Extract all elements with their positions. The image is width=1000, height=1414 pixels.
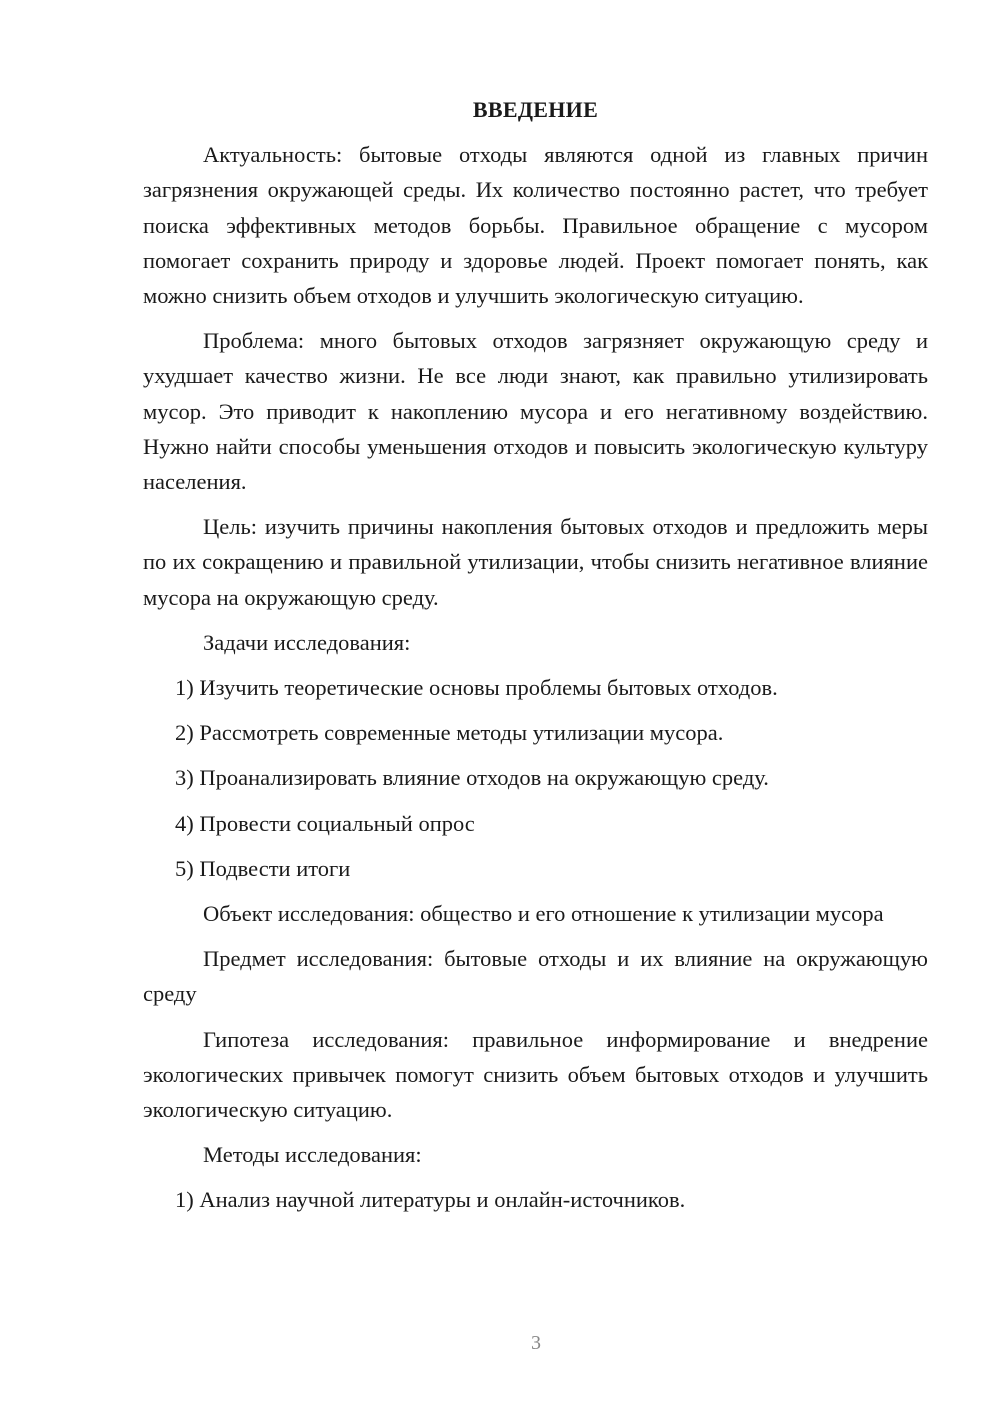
problem-paragraph: Проблема: много бытовых отходов загрязняет окружающую среду и ухудшает качество жизни. Не все люди знают, как правильно утилизировать мусор. Это приводит к накоплению мусора и его негативному воздействию. Нужно найти способы уменьшения отходов и повысить экологическую культуру населения. bbox=[143, 328, 928, 495]
list-item: 1) Анализ научной литературы и онлайн-источников. bbox=[175, 1187, 686, 1213]
object-paragraph: Объект исследования: общество и его отношение к утилизации мусора bbox=[203, 901, 884, 927]
methods-heading: Методы исследования: bbox=[203, 1142, 422, 1168]
list-item: 1) Изучить теоретические основы проблемы бытовых отходов. bbox=[175, 675, 778, 701]
goal-paragraph: Цель: изучить причины накопления бытовых отходов и предложить меры по их сокращению и правильной утилизации, чтобы снизить негативное влияние мусора на окружающую среду. bbox=[143, 514, 928, 610]
list-item: 3) Проанализировать влияние отходов на окружающую среду. bbox=[175, 765, 769, 791]
relevance-paragraph: Актуальность: бытовые отходы являются одной из главных причин загрязнения окружающей среды. Их количество постоянно растет, что требует поиска эффективных методов борьбы. Правильное обращение с мусором помогает сохранить природу и здоровье людей. Проект помогает понять, как можно снизить объем отходов и улучшить экологическую ситуацию. bbox=[143, 142, 928, 309]
hypothesis-paragraph: Гипотеза исследования: правильное информирование и внедрение экологических привычек помогут снизить объем бытовых отходов и улучшить экологическую ситуацию. bbox=[143, 1026, 928, 1123]
list-item: 4) Провести социальный опрос bbox=[175, 810, 475, 836]
tasks-list bbox=[143, 670, 928, 886]
section-title: ВВЕДЕНИЕ bbox=[472, 97, 599, 122]
tasks-heading: Задачи исследования: bbox=[203, 629, 411, 655]
list-item: 5) Подвести итоги bbox=[175, 855, 351, 881]
subject-paragraph: Предмет исследования: бытовые отходы и их влияние на окружающую среду bbox=[143, 946, 928, 1007]
page-content bbox=[143, 92, 928, 1228]
page-number: 3 bbox=[531, 1332, 541, 1354]
methods-list bbox=[143, 1182, 928, 1217]
list-item: 2) Рассмотреть современные методы утилизации мусора. bbox=[175, 720, 724, 746]
